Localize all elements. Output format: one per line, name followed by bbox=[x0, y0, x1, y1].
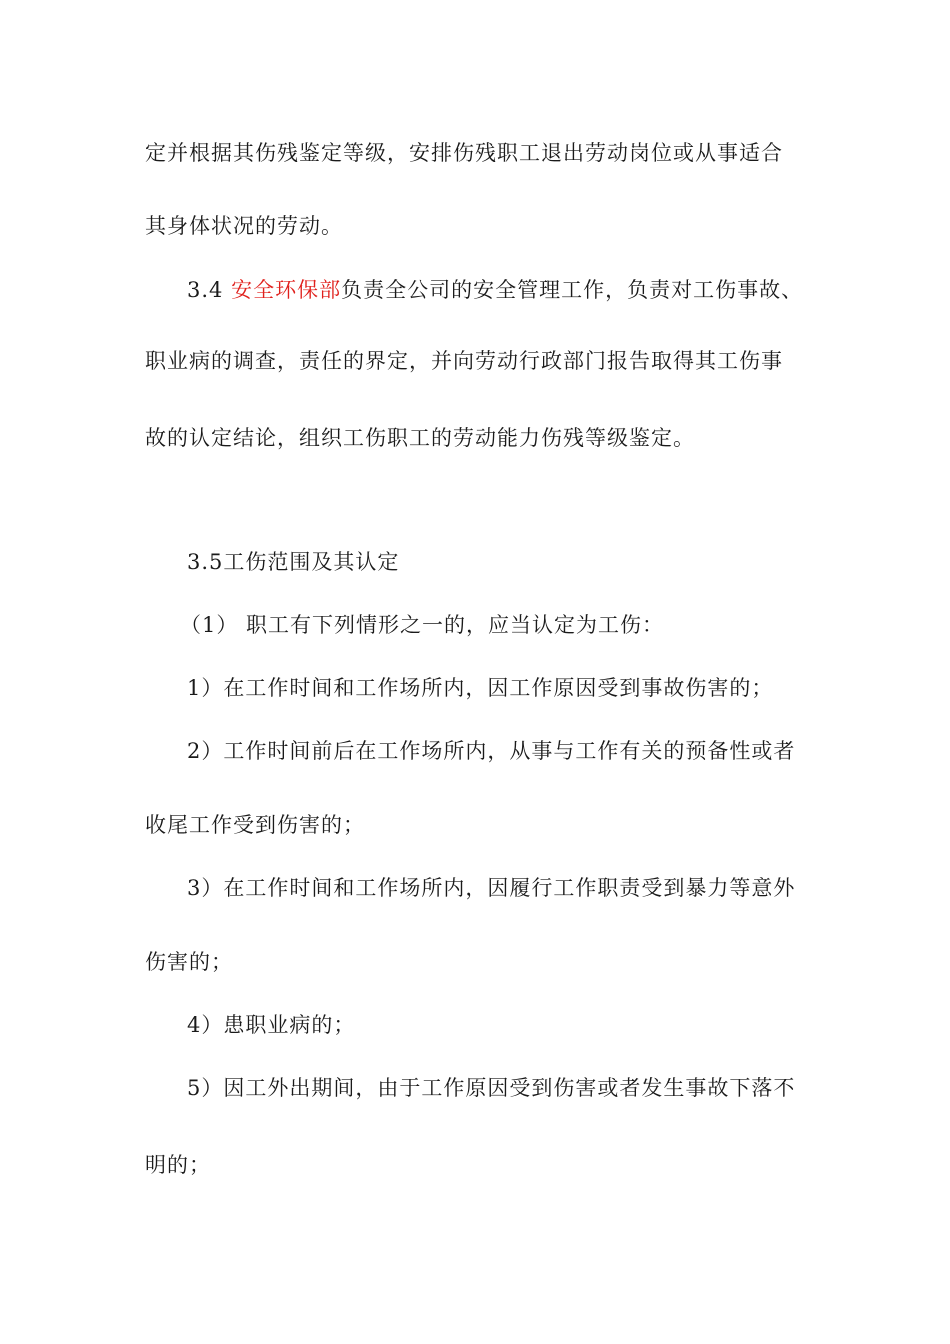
paragraph-line: 职业病的调查，责任的界定，并向劳动行政部门报告取得其工伤事 bbox=[145, 349, 783, 373]
list-item: 3）在工作时间和工作场所内，因履行工作职责受到暴力等意外 bbox=[187, 876, 796, 900]
section-heading: 3.5工伤范围及其认定 bbox=[187, 550, 400, 574]
list-item: 5）因工外出期间，由于工作原因受到伤害或者发生事故下落不 bbox=[187, 1076, 796, 1100]
list-item: 2）工作时间前后在工作场所内，从事与工作有关的预备性或者 bbox=[187, 739, 796, 763]
paragraph-text: 负责全公司的安全管理工作，负责对工伤事故、 bbox=[341, 278, 804, 302]
section-number: 3.4 bbox=[187, 278, 232, 302]
list-item: 1）在工作时间和工作场所内，因工作原因受到事故伤害的； bbox=[187, 676, 774, 700]
list-item-continuation: 明的； bbox=[145, 1153, 211, 1177]
list-item-continuation: 伤害的； bbox=[145, 950, 233, 974]
paragraph-line: 故的认定结论，组织工伤职工的劳动能力伤残等级鉴定。 bbox=[145, 426, 695, 450]
list-item-continuation: 收尾工作受到伤害的； bbox=[145, 813, 365, 837]
paragraph-line: 定并根据其伤残鉴定等级，安排伤残职工退出劳动岗位或从事适合 bbox=[145, 141, 783, 165]
paragraph-line: 其身体状况的劳动。 bbox=[145, 214, 343, 238]
paragraph-line bbox=[187, 275, 803, 305]
list-heading: （1） 职工有下列情形之一的，应当认定为工伤： bbox=[180, 613, 665, 637]
department-highlight: 安全环保部 bbox=[231, 278, 342, 302]
list-item: 4）患职业病的； bbox=[187, 1013, 356, 1037]
